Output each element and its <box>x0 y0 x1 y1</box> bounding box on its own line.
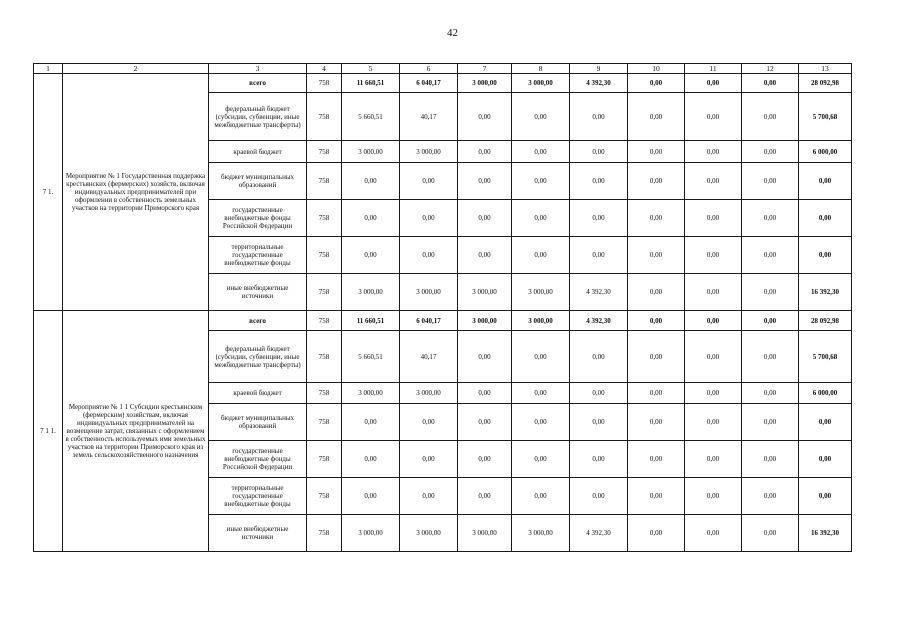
year-value: 6 040,17 <box>400 311 458 331</box>
year-value: 3 000,00 <box>342 515 400 552</box>
year-value: 0,00 <box>512 93 570 141</box>
total-value: 5 700,68 <box>799 93 852 141</box>
year-value: 0,00 <box>512 200 570 237</box>
year-value: 0,00 <box>342 441 400 478</box>
total-value: 5 700,68 <box>799 331 852 383</box>
column-header: 8 <box>512 64 570 74</box>
year-value: 0,00 <box>400 163 458 200</box>
grbs-code: 758 <box>307 311 342 331</box>
year-value: 0,00 <box>685 74 742 93</box>
year-value: 0,00 <box>685 274 742 311</box>
year-value: 3 000,00 <box>512 274 570 311</box>
year-value: 0,00 <box>685 515 742 552</box>
year-value: 0,00 <box>512 478 570 515</box>
grbs-code: 758 <box>307 441 342 478</box>
year-value: 3 000,00 <box>512 74 570 93</box>
year-value: 0,00 <box>628 237 685 274</box>
column-header: 5 <box>342 64 400 74</box>
column-header: 4 <box>307 64 342 74</box>
funding-source: бюджет муниципальных образований <box>209 163 307 200</box>
year-value: 4 392,30 <box>570 515 628 552</box>
funding-source: федеральный бюджет (субсидии, субвенции, иные межбюджетные трансферты) <box>209 93 307 141</box>
column-header: 13 <box>799 64 852 74</box>
year-value: 0,00 <box>742 93 799 141</box>
column-header: 9 <box>570 64 628 74</box>
funding-source: государственные внебюджетные фонды Российской Федерации <box>209 200 307 237</box>
year-value: 5 660,51 <box>342 93 400 141</box>
year-value: 0,00 <box>570 200 628 237</box>
funding-source: государственные внебюджетные фонды Российской Федерации <box>209 441 307 478</box>
year-value: 40,17 <box>400 93 458 141</box>
total-value: 6 000,00 <box>799 383 852 404</box>
year-value: 0,00 <box>742 404 799 441</box>
year-value: 0,00 <box>512 441 570 478</box>
funding-source: краевой бюджет <box>209 141 307 163</box>
year-value: 0,00 <box>742 274 799 311</box>
table-row <box>34 311 852 331</box>
total-value: 0,00 <box>799 478 852 515</box>
year-value: 0,00 <box>458 237 512 274</box>
year-value: 0,00 <box>742 515 799 552</box>
year-value: 0,00 <box>742 141 799 163</box>
block-title: Мероприятие № 1 1 Субсидии крестьянским (фермерским) хозяйствам, включая индивидуальных предпринимателей на возмещение затрат, связанных с оформлением в собственность используемых ими земельных участков на территории Приморского края из земель сельскохозяйственного назначения <box>63 311 209 552</box>
year-value: 0,00 <box>685 404 742 441</box>
year-value: 0,00 <box>742 237 799 274</box>
year-value: 0,00 <box>742 441 799 478</box>
funding-source: иные внебюджетные источники <box>209 515 307 552</box>
year-value: 0,00 <box>342 404 400 441</box>
year-value: 0,00 <box>628 383 685 404</box>
year-value: 0,00 <box>742 311 799 331</box>
funding-source: федеральный бюджет (субсидии, субвенции, иные межбюджетные трансферты) <box>209 331 307 383</box>
year-value: 0,00 <box>342 478 400 515</box>
year-value: 0,00 <box>628 441 685 478</box>
year-value: 3 000,00 <box>512 515 570 552</box>
year-value: 3 000,00 <box>342 383 400 404</box>
year-value: 0,00 <box>458 93 512 141</box>
block-code: 7 1. <box>34 74 63 311</box>
grbs-code: 758 <box>307 478 342 515</box>
year-value: 0,00 <box>570 141 628 163</box>
column-header: 1 <box>34 64 63 74</box>
total-value: 0,00 <box>799 404 852 441</box>
year-value: 0,00 <box>628 311 685 331</box>
year-value: 3 000,00 <box>342 141 400 163</box>
total-value: 28 092,98 <box>799 311 852 331</box>
year-value: 11 660,51 <box>342 74 400 93</box>
year-value: 0,00 <box>628 141 685 163</box>
year-value: 0,00 <box>628 74 685 93</box>
year-value: 0,00 <box>570 93 628 141</box>
year-value: 0,00 <box>685 200 742 237</box>
year-value: 0,00 <box>342 237 400 274</box>
year-value: 3 000,00 <box>458 74 512 93</box>
column-header: 2 <box>63 64 209 74</box>
column-header: 7 <box>458 64 512 74</box>
funding-source: краевой бюджет <box>209 383 307 404</box>
year-value: 0,00 <box>512 163 570 200</box>
year-value: 0,00 <box>685 331 742 383</box>
column-header: 6 <box>400 64 458 74</box>
year-value: 0,00 <box>458 163 512 200</box>
year-value: 0,00 <box>685 478 742 515</box>
year-value: 0,00 <box>628 515 685 552</box>
year-value: 0,00 <box>400 237 458 274</box>
year-value: 0,00 <box>742 74 799 93</box>
funding-source: иные внебюджетные источники <box>209 274 307 311</box>
funding-source: территориальные государственные внебюджетные фонды <box>209 237 307 274</box>
year-value: 0,00 <box>742 331 799 383</box>
grbs-code: 758 <box>307 331 342 383</box>
year-value: 0,00 <box>570 331 628 383</box>
year-value: 0,00 <box>628 200 685 237</box>
total-value: 16 392,30 <box>799 515 852 552</box>
funding-source: бюджет муниципальных образований <box>209 404 307 441</box>
year-value: 0,00 <box>400 441 458 478</box>
year-value: 0,00 <box>400 200 458 237</box>
grbs-code: 758 <box>307 515 342 552</box>
year-value: 0,00 <box>742 163 799 200</box>
grbs-code: 758 <box>307 383 342 404</box>
grbs-code: 758 <box>307 163 342 200</box>
total-value: 0,00 <box>799 237 852 274</box>
page-number: 42 <box>447 27 458 39</box>
year-value: 40,17 <box>400 331 458 383</box>
year-value: 0,00 <box>570 237 628 274</box>
year-value: 3 000,00 <box>342 274 400 311</box>
year-value: 0,00 <box>685 141 742 163</box>
year-value: 3 000,00 <box>458 274 512 311</box>
total-value: 16 392,30 <box>799 274 852 311</box>
year-value: 0,00 <box>512 237 570 274</box>
year-value: 0,00 <box>512 141 570 163</box>
year-value: 0,00 <box>570 441 628 478</box>
year-value: 3 000,00 <box>400 141 458 163</box>
year-value: 0,00 <box>628 404 685 441</box>
year-value: 0,00 <box>570 163 628 200</box>
year-value: 0,00 <box>685 383 742 404</box>
year-value: 3 000,00 <box>458 311 512 331</box>
year-value: 0,00 <box>458 404 512 441</box>
column-header: 12 <box>742 64 799 74</box>
grbs-code: 758 <box>307 93 342 141</box>
year-value: 0,00 <box>628 163 685 200</box>
year-value: 0,00 <box>685 441 742 478</box>
year-value: 0,00 <box>458 331 512 383</box>
block-code: 7 1 1. <box>34 311 63 552</box>
year-value: 0,00 <box>570 383 628 404</box>
column-header: 3 <box>209 64 307 74</box>
grbs-code: 758 <box>307 74 342 93</box>
year-value: 0,00 <box>400 478 458 515</box>
budget-table <box>33 63 852 552</box>
year-value: 0,00 <box>628 331 685 383</box>
year-value: 0,00 <box>685 93 742 141</box>
year-value: 0,00 <box>742 200 799 237</box>
block-title: Мероприятие № 1 Государственная поддержка крестьянских (фермерских) хозяйств, включая индивидуальных предпринимателей при оформлении в собственность земельных участков на территории Приморского края <box>63 74 209 311</box>
year-value: 0,00 <box>570 404 628 441</box>
year-value: 4 392,30 <box>570 311 628 331</box>
year-value: 0,00 <box>512 383 570 404</box>
year-value: 4 392,30 <box>570 74 628 93</box>
year-value: 0,00 <box>342 200 400 237</box>
year-value: 11 660,51 <box>342 311 400 331</box>
year-value: 0,00 <box>628 93 685 141</box>
year-value: 5 660,51 <box>342 331 400 383</box>
year-value: 0,00 <box>458 383 512 404</box>
table-row <box>34 74 852 93</box>
grbs-code: 758 <box>307 200 342 237</box>
year-value: 3 000,00 <box>458 515 512 552</box>
year-value: 0,00 <box>458 200 512 237</box>
total-value: 6 000,00 <box>799 141 852 163</box>
year-value: 0,00 <box>400 404 458 441</box>
year-value: 0,00 <box>458 441 512 478</box>
year-value: 0,00 <box>685 163 742 200</box>
funding-source: всего <box>209 74 307 93</box>
year-value: 0,00 <box>570 478 628 515</box>
header-row <box>34 64 852 74</box>
year-value: 0,00 <box>342 163 400 200</box>
year-value: 0,00 <box>685 311 742 331</box>
funding-source: территориальные государственные внебюджетные фонды <box>209 478 307 515</box>
column-header: 10 <box>628 64 685 74</box>
year-value: 0,00 <box>458 141 512 163</box>
year-value: 4 392,30 <box>570 274 628 311</box>
grbs-code: 758 <box>307 274 342 311</box>
year-value: 3 000,00 <box>400 515 458 552</box>
year-value: 0,00 <box>685 237 742 274</box>
year-value: 3 000,00 <box>512 311 570 331</box>
year-value: 0,00 <box>742 383 799 404</box>
year-value: 3 000,00 <box>400 274 458 311</box>
total-value: 0,00 <box>799 163 852 200</box>
grbs-code: 758 <box>307 404 342 441</box>
total-value: 0,00 <box>799 441 852 478</box>
year-value: 0,00 <box>458 478 512 515</box>
funding-source: всего <box>209 311 307 331</box>
year-value: 0,00 <box>512 331 570 383</box>
grbs-code: 758 <box>307 141 342 163</box>
year-value: 0,00 <box>628 274 685 311</box>
year-value: 3 000,00 <box>400 383 458 404</box>
year-value: 0,00 <box>628 478 685 515</box>
grbs-code: 758 <box>307 237 342 274</box>
year-value: 6 040,17 <box>400 74 458 93</box>
total-value: 0,00 <box>799 200 852 237</box>
year-value: 0,00 <box>742 478 799 515</box>
year-value: 0,00 <box>512 404 570 441</box>
total-value: 28 092,98 <box>799 74 852 93</box>
column-header: 11 <box>685 64 742 74</box>
